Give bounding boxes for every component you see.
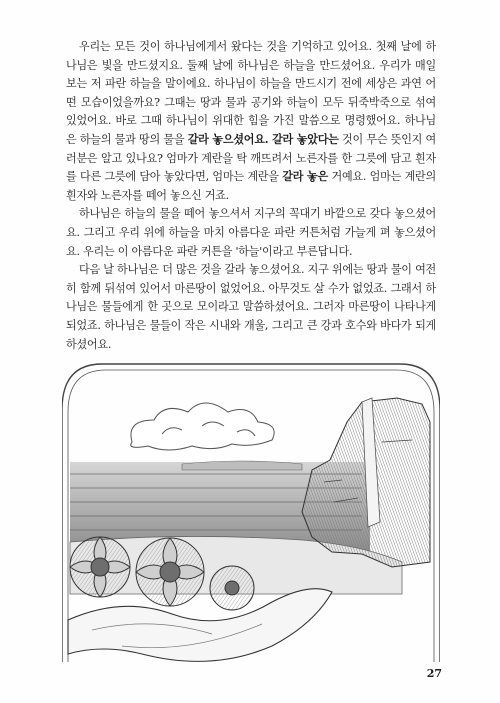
cliffs [302, 398, 430, 567]
text-run: 하나님은 하늘의 물을 떼어 놓으셔서 지구의 꼭대기 바깥으로 갖다 놓으셨어요. 그리고 우리 위에 하늘을 마치 아름다운 파란 커튼처럼 가늘게 펴 놓으셨어요. 우리는 이 아름다운 파란 커튼을 '하늘'이라고 부른답니다. [66, 207, 436, 258]
text-run: 다음 날 하나님은 더 많은 것을 갈라 놓으셨어요. 지구 위에는 땅과 물이 여전히 함께 뒤섞여 있어서 마른땅이 없었어요. 아무것도 살 수가 없었죠. 그래서 하나님은 물들에게 한 곳으로 모이라고 말씀하셨어요. 그러자 마른땅이 나타나게 되었죠. 하나님은 물들이 작은 시내와 개울, 그리고 큰 강과 호수와 바다가 되게 하셨어요. [66, 263, 436, 351]
paragraph-3 [66, 261, 436, 354]
bold-text-run: 갈라 놓은 [282, 170, 328, 184]
bold-text-run: 갈라 놓으셨어요. 갈라 놓았다는 [187, 132, 339, 146]
paragraph-2 [66, 205, 436, 261]
text-run: 것이 무슨 뜻인지 여러분은 알고 있나요? 엄마가 계란을 탁 깨뜨려서 노른자를 한 그릇에 담고 흰자를 다른 그릇에 담아 놓았다면, 엄마는 계란을 [66, 132, 437, 184]
page-number: 27 [426, 667, 442, 680]
cloud [131, 403, 274, 450]
distant-land [182, 461, 302, 470]
creation-illustration [62, 362, 440, 662]
text-run: 거예요. 엄마는 계란의 흰자와 노른자를 떼어 놓으신 거죠. [66, 170, 436, 202]
paragraph-1 [66, 38, 436, 205]
body-text [66, 38, 436, 354]
ribbon [68, 589, 332, 662]
text-run: 우리는 모든 것이 하나님에게서 왔다는 것을 기억하고 있어요. 첫째 날에 하나님은 빛을 만드셨지요. 둘째 날에 하나님은 하늘을 만드셨어요. 우리가 매일 보는 저 파란 하늘을 말이에요. 하나님이 하늘을 만드시기 전에 세상은 과연 어떤 모습이었을까요? 그때는 땅과 물과 공기와 하늘이 모두 뒤죽박죽으로 섞여 있었어요. 바로 그때 하나님이 위대한 힘을 가진 말씀으로 명령했어요. 하나님은 하늘의 물과 땅의 물을 [66, 40, 436, 146]
